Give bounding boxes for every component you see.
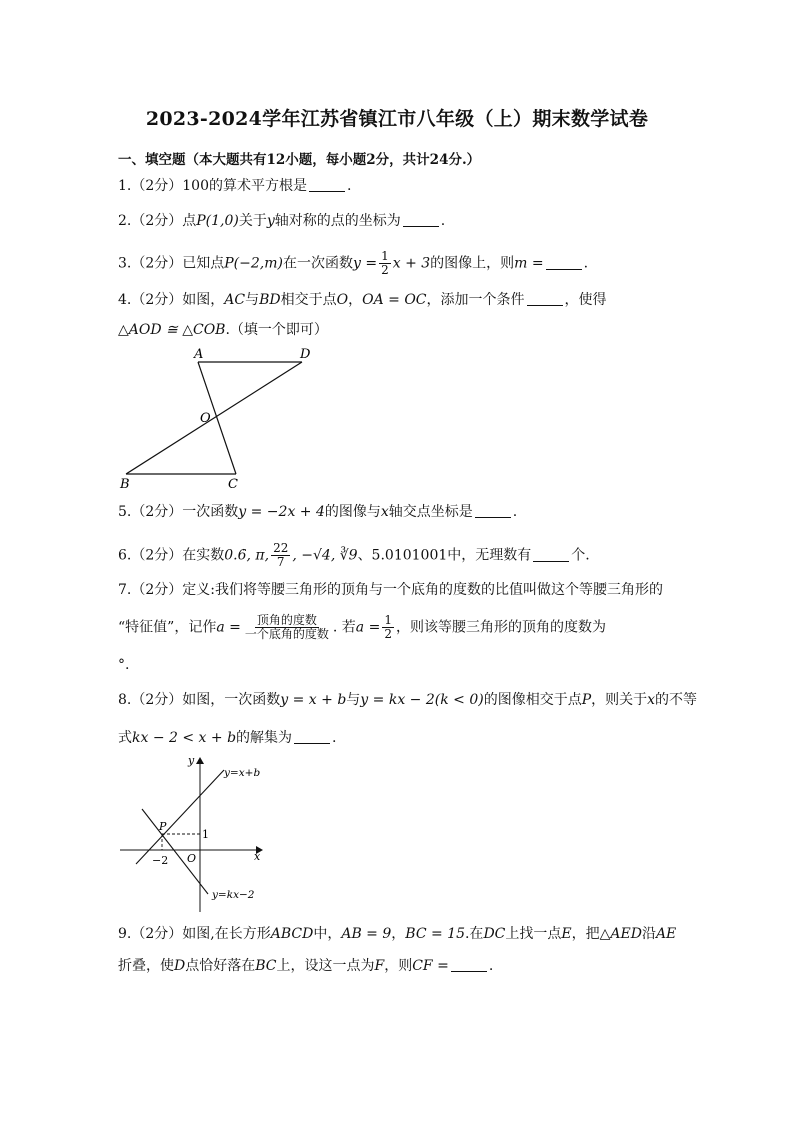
exam-title: 2023-2024学年江苏省镇江市八年级（上）期末数学试卷 [145, 108, 649, 130]
question-text: 8.（2分）如图，一次函数 [118, 692, 281, 708]
question-4 [118, 290, 607, 310]
question-3 [118, 250, 588, 277]
question-text: 关于 [238, 213, 267, 229]
question-text: . [440, 213, 446, 229]
math-expression: P(−2,m) [224, 255, 283, 272]
question-text: 、5.0101001中，无理数有 [357, 547, 532, 564]
question-text: . [488, 958, 494, 974]
answer-blank [533, 547, 569, 562]
question-text: 中， [313, 926, 342, 942]
math-expression: CF = [412, 958, 449, 974]
question-text: 轴对称的点的坐标为 [274, 213, 401, 229]
denominator: 一个底角的度数 [244, 627, 329, 641]
math-expression: BC = 15 [405, 926, 465, 942]
denominator: 2 [384, 627, 392, 641]
math-expression: x [647, 692, 656, 708]
question-text: 4.（2分）如图， [118, 292, 225, 308]
question-text: ，则 [384, 958, 413, 974]
question-text: 2.（2分）点 [118, 213, 197, 229]
y-axis-label: y [188, 754, 195, 767]
math-expression: F [374, 958, 385, 974]
question-text: 式 [118, 730, 132, 746]
answer-blank [527, 291, 563, 306]
math-expression: E [561, 926, 572, 942]
math-expression: BD [259, 292, 281, 308]
question-text: 相交于点 [280, 292, 337, 308]
tick-label-x: −2 [152, 854, 169, 867]
question-9-line2 [118, 956, 493, 976]
question-text: ，使得 [564, 292, 607, 308]
line-label-1: y=x+b [224, 767, 261, 779]
label-d: D [300, 347, 311, 362]
question-text: . [512, 504, 518, 520]
question-text: . [332, 730, 337, 746]
question-6 [118, 542, 590, 569]
question-2 [118, 211, 445, 231]
denominator: 2 [381, 263, 389, 277]
answer-blank [403, 212, 439, 227]
question-8 [118, 690, 697, 710]
question-text: 与 [346, 692, 361, 708]
fraction [243, 614, 331, 641]
fraction [271, 542, 290, 569]
question-text: ，添加一个条件 [426, 292, 525, 308]
question-text: 7.（2分）定义:我们将等腰三角形的顶角与一个底角的度数的比值叫做这个等腰三角形的 [118, 582, 663, 598]
math-expression: OA = OC [362, 292, 427, 308]
math-expression: , −√4, ∛9 [292, 547, 358, 564]
question-text: 折叠，使 [118, 958, 174, 974]
question-7-line2 [118, 614, 606, 641]
question-text: . [583, 255, 589, 272]
question-text: . 若 [332, 619, 356, 636]
math-expression: D [174, 958, 186, 974]
numerator: 1 [381, 249, 389, 263]
question-text: 个. [571, 547, 590, 564]
section-heading: 一、填空题（本大题共有12小题，每小题2分，共计24分.） [118, 152, 481, 168]
question-text: 5.（2分）一次函数 [118, 504, 239, 520]
question-text: 的图像与 [324, 504, 381, 520]
question-text: 上，设这一点为 [276, 958, 375, 974]
math-expression: x + 3 [392, 255, 431, 272]
math-expression: y = kx − 2(k < 0) [360, 692, 484, 708]
math-expression: AE [655, 926, 677, 942]
math-expression: y = [352, 255, 378, 272]
math-expression: m = [514, 255, 544, 272]
tick-label-y: 1 [202, 828, 209, 841]
figure-4 [112, 344, 322, 492]
question-text: 的解集为 [236, 730, 293, 746]
question-1 [118, 176, 351, 196]
answer-blank [294, 729, 330, 744]
question-text: ， [391, 926, 406, 942]
question-text: 沿 [641, 926, 656, 942]
label-a: A [194, 347, 204, 362]
question-text: 9.（2分）如图,在长方形 [118, 926, 271, 942]
answer-blank [451, 957, 487, 972]
question-text: . [347, 178, 352, 194]
label-o: O [200, 411, 211, 426]
answer-blank [546, 255, 582, 270]
math-expression: a = [216, 619, 241, 636]
line-label-2: y=kx−2 [212, 889, 255, 901]
figure-4-lines [126, 362, 302, 474]
answer-blank [475, 503, 511, 518]
math-expression: P [581, 692, 592, 708]
math-expression: y = −2x + 4 [238, 504, 325, 520]
figure-8 [116, 752, 276, 917]
numerator: 顶角的度数 [256, 613, 317, 627]
numerator: 1 [384, 613, 392, 627]
question-text: 3.（2分）已知点 [118, 255, 225, 272]
question-text: 6.（2分）在实数 [118, 547, 225, 564]
question-text: ， [348, 292, 363, 308]
math-expression: DC [483, 926, 506, 942]
math-expression: kx − 2 < x + b [132, 730, 237, 746]
math-expression: x [380, 504, 389, 520]
math-expression: BC [255, 958, 277, 974]
question-text: .（填一个即可） [225, 322, 328, 338]
point-p-label: P [159, 820, 167, 833]
question-text: ，则该等腰三角形的顶角的度数为 [395, 619, 606, 636]
math-expression: AC [224, 292, 246, 308]
question-4-line2 [118, 320, 328, 340]
question-7-line3 [118, 655, 129, 675]
question-text: 的不等 [655, 692, 698, 708]
question-text: 的图像相交于点 [483, 692, 582, 708]
question-text: 轴交点坐标是 [388, 504, 473, 520]
math-expression: a = [355, 619, 381, 636]
fraction [379, 250, 391, 277]
math-expression: △AED [599, 926, 642, 942]
question-text: 上找一点 [505, 926, 562, 942]
question-text: “特征值”，记作 [118, 619, 217, 636]
question-text: ，把 [571, 926, 600, 942]
math-expression: △AOD ≅ △COB [118, 322, 226, 338]
question-text: 在一次函数 [282, 255, 353, 272]
x-axis-label: x [254, 850, 261, 863]
question-text: 与 [245, 292, 260, 308]
fraction [382, 614, 394, 641]
label-b: B [120, 477, 130, 492]
denominator: 7 [276, 555, 285, 569]
question-9 [118, 924, 676, 944]
numerator: 22 [273, 541, 289, 555]
math-expression: O [336, 292, 349, 308]
label-c: C [228, 477, 238, 492]
question-8-line2 [118, 728, 337, 748]
math-expression: P(1,0) [196, 213, 239, 229]
math-expression: y = x + b [280, 692, 347, 708]
segment-bd [126, 362, 302, 474]
question-text: .在 [464, 926, 484, 942]
math-expression: 0.6̇, π, [224, 547, 270, 564]
question-text: ，则关于 [591, 692, 648, 708]
question-text: 的图像上，则 [430, 255, 515, 272]
answer-blank [309, 177, 345, 192]
math-expression: y [266, 213, 275, 229]
origin-label: O [187, 852, 197, 865]
question-text: 1.（2分）100的算术平方根是 [118, 178, 307, 194]
math-expression: ABCD [270, 926, 314, 942]
question-text: 点恰好落在 [185, 958, 256, 974]
math-expression: AB = 9 [341, 926, 392, 942]
question-5 [118, 502, 517, 522]
question-text: °. [118, 657, 130, 673]
question-7 [118, 580, 663, 600]
